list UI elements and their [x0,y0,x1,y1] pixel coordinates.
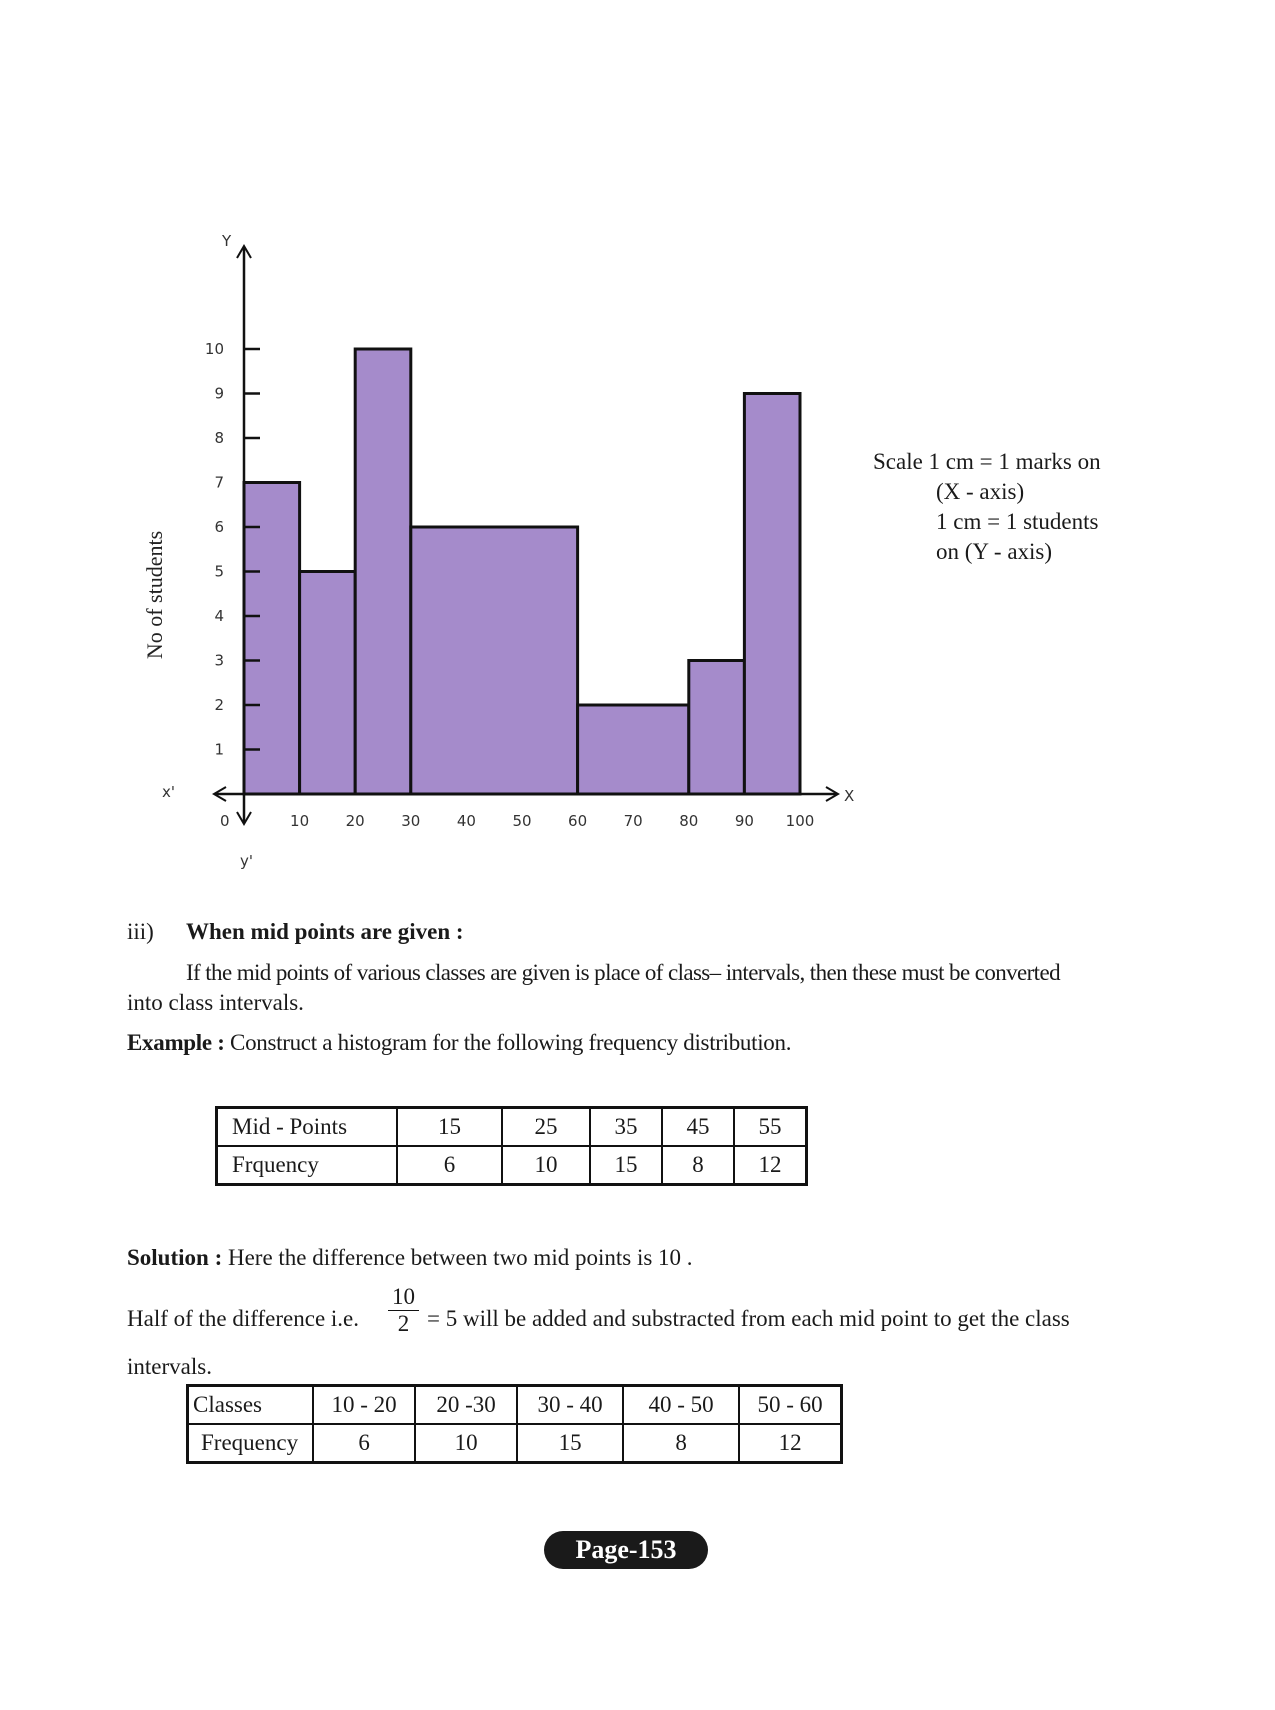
table-row [188,1386,842,1425]
solution-label: Solution : [127,1245,223,1270]
intervals-word: intervals. [127,1354,212,1379]
table-cell: 40 - 50 [623,1386,739,1425]
scale-line-4: on (Y - axis) [936,539,1053,564]
table-cell: 50 - 60 [739,1386,842,1425]
table-cell: 15 [517,1424,623,1463]
half-difference-suffix: = 5 will be added and substracted from each mid point to get the class [427,1306,1070,1331]
table-cell: 15 [590,1146,662,1185]
class-intervals-table [186,1384,843,1464]
x-tick-label: 20 [345,812,365,830]
table-cell: 15 [397,1108,502,1147]
y-tick-label: 1 [214,740,224,759]
histogram-bars [244,349,800,794]
mid-points-table [215,1106,808,1186]
histogram-bar [244,483,300,795]
y-neg-axis-letter: y' [240,852,254,870]
table-cell: 55 [734,1108,807,1147]
y-tick-label: 5 [214,562,224,581]
scale-line-1: Scale 1 cm = 1 marks on [873,449,1101,474]
table-cell: Frquency [217,1146,398,1185]
table-cell: 6 [313,1424,415,1463]
table-cell: 8 [662,1146,734,1185]
x-tick-label: 10 [290,812,310,830]
fraction-denominator: 2 [397,1311,410,1336]
paragraph-line-1: If the mid points of various classes are given is place of class– intervals, then these must be converted [186,960,1060,985]
histogram-bar [578,705,689,794]
table-cell: 12 [734,1146,807,1185]
table-cell: 30 - 40 [517,1386,623,1425]
y-tick-label: 8 [214,429,224,447]
table-cell: 6 [397,1146,502,1185]
table-cell: 10 - 20 [313,1386,415,1425]
table-row [188,1424,842,1463]
x-tick-label: 60 [568,812,588,830]
section-number: iii) [127,919,154,944]
y-axis-letter: Y [222,232,232,250]
table-cell: Mid - Points [217,1108,398,1147]
x-tick-label: 70 [623,812,643,830]
page-number-badge: Page-153 [544,1531,708,1569]
scale-line-3: 1 cm = 1 students [936,509,1099,534]
y-tick-label: 9 [214,384,224,403]
table-row [217,1146,807,1185]
example-line [127,1028,791,1058]
table-cell: 25 [502,1108,590,1147]
table-cell: 8 [623,1424,739,1463]
histogram-bar [300,572,356,795]
table-cell: 20 -30 [415,1386,517,1425]
y-tick-label: 2 [214,696,224,714]
x-tick-label: 80 [679,812,699,830]
y-tick-label: 4 [214,607,224,625]
x-tick-label: 50 [512,812,532,830]
fraction-numerator: 10 [388,1284,419,1311]
x-tick-label: 100 [785,812,815,830]
y-tick-label: 3 [214,651,224,670]
table-cell: Frequency [188,1424,314,1463]
table-cell: 35 [590,1108,662,1147]
x-tick-label: 40 [456,812,476,830]
y-tick-label: 7 [214,473,224,492]
example-label: Example : [127,1030,225,1055]
half-difference-prefix: Half of the difference i.e. [127,1306,360,1331]
x-tick-label: 90 [734,812,754,830]
fraction [388,1284,419,1337]
solution-line [127,1243,693,1273]
table-row [217,1108,807,1147]
y-axis-label: No of students [142,530,167,660]
origin-label: 0 [220,812,230,830]
table-cell: 12 [739,1424,842,1463]
y-tick-label: 6 [214,518,224,536]
scale-line-2: (X - axis) [936,479,1025,504]
table-cell: Classes [188,1386,314,1425]
table-cell: 45 [662,1108,734,1147]
x-neg-axis-letter: x' [162,783,176,801]
histogram-bar [689,661,745,795]
histogram-bar [355,349,411,794]
histogram-bar [411,527,578,794]
scale-note [873,447,1101,567]
solution-text: Here the difference between two mid points is 10 . [222,1245,693,1270]
table-cell: 10 [415,1424,517,1463]
example-text: Construct a histogram for the following frequency distribution. [224,1030,792,1055]
x-axis-letter: X [844,787,855,805]
y-tick-label: 10 [204,340,224,358]
table-cell: 10 [502,1146,590,1185]
section-heading: When mid points are given : [186,919,464,944]
histogram-bar [744,394,800,795]
x-tick-label: 30 [401,812,421,830]
paragraph-line-2: into class intervals. [127,990,304,1015]
